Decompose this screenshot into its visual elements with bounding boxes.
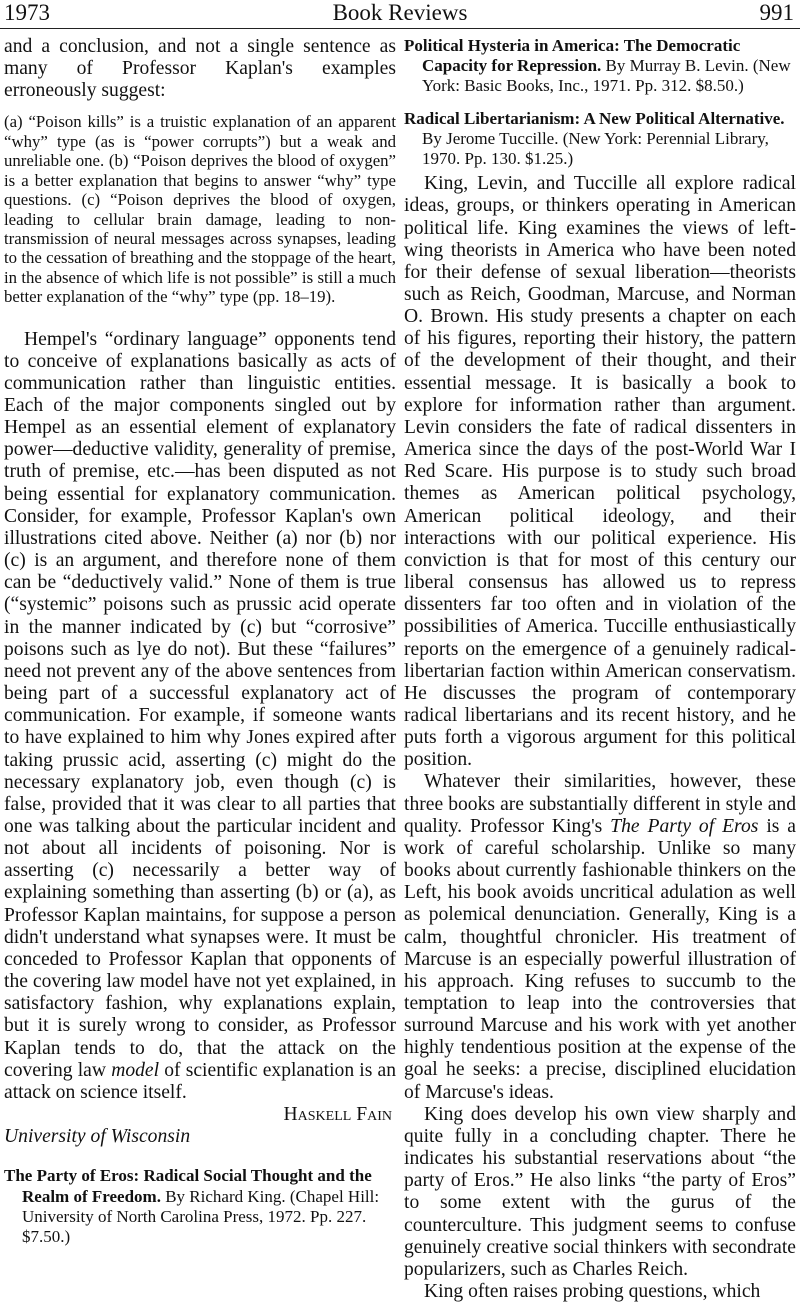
book-citation-levin	[404, 36, 796, 97]
review-paragraph-4: King often raises probing questions, which	[424, 1281, 761, 1303]
book-citation-tuccille	[404, 109, 796, 170]
main-paragraph-end: of scientific explanation is an attack on science itself.	[4, 1059, 396, 1103]
citation-tuccille-title: Radical Libertarianism: A New Political Alternative.	[404, 108, 785, 128]
review-paragraph-1: King, Levin, and Tuccille all explore radical ideas, groups, or thinkers operating in American political life. King examines the views of left-wing theorists in America who have been noted for their defense of sexual liberation—theorists such as Reich, Goodman, Marcuse, and Norman O. Brown. His study presents a chapter on each of his figures, reporting their history, the pattern of the development of their thought, and their essential message. It is basically a book to explore for information rather than argument. Levin considers the fate of radical dissenters in America since the days of the post-World War I Red Scare. His purpose is to study such broad themes as American political psychology, American political ideology, and their interactions with our political experience. His conviction is that for most of this century our liberal consensus has allowed us to repress dissenters far too often and in violation of the possibilities of America. Tuccille enthusiastically reports on the emergence of a genuinely radical-libertarian faction within American conservatism. He discusses the program of contemporary radical libertarians and its recent history, and he puts forth a vigorous argument for this political position.	[404, 173, 796, 771]
reviewer-affiliation: University of Wisconsin	[4, 1126, 191, 1148]
reviewer-signature: Haskell Fain	[283, 1104, 392, 1125]
block-quote: (a) “Poison kills” is a truistic explanation of an apparent “why” type (as is “power corrupts”) but a weak and unreliable one. (b) “Poison deprives the blood of oxygen” is a better explanation that begins to answer “why” type questions. (c) “Poison deprives the blood of oxygen, leading to cellular brain damage, leading to non-transmission of neural messages across synapses, leading to the cessation of breathing and the stoppage of the heart, in the absence of which life is not possible” is still a much better explanation of the “why” type (pp. 18–19).	[4, 112, 396, 307]
citation-tuccille-details: By Jerome Tuccille. (New York: Perennial Library, 1970. Pp. 130. $1.25.)	[422, 128, 769, 169]
header-year: 1973	[4, 0, 50, 25]
header-page-number: 991	[759, 0, 794, 25]
paragraph-2-end: is a work of careful scholarship. Unlike so many books about currently fashionable thinkers on the Left, his book avoids uncritical adulation as well as polemical denunciation. Generally, King is a calm, thoughtful chronicler. His treatment of Marcuse is an especially powerful illustration of his approach. King refuses to succumb to the temptation to leap into the controversies that surround Marcuse and his work with yet another highly tendentious position at the expense of the goal he seeks: a precise, disciplined elucidation of Marcuse's ideas.	[404, 815, 796, 1103]
header-section-title: Book Reviews	[332, 0, 468, 25]
left-column	[4, 36, 396, 1247]
book-citation-king	[4, 1166, 396, 1247]
paragraph-2-book-title: The Party of Eros	[610, 815, 759, 837]
running-header	[0, 0, 800, 28]
citation-king-title: The Party of Eros: Radical Social Thought and the Realm of Freedom.	[4, 1166, 372, 1206]
review-paragraph-3: King does develop his own view sharply and quite fully in a concluding chapter. There he indicates his substantial reservations about “the party of Eros.” He also links “the party of Eros” to some extent with the gurus of the counterculture. This judgment seems to confuse genuinely creative social thinkers with secondrate popularizers, such as Charles Reich.	[404, 1103, 796, 1280]
review-paragraph-2	[404, 771, 796, 1103]
main-paragraph	[4, 329, 396, 1104]
intro-paragraph: and a conclusion, and not a single sentence as many of Professor Kaplan's examples erroneously suggest:	[4, 36, 396, 102]
header-rule	[0, 28, 800, 29]
main-paragraph-italic: model	[111, 1059, 160, 1081]
main-paragraph-start: Hempel's “ordinary language” opponents tend to conceive of explanations basically as acts of communication rather than linguistic entities. Each of the major components singled out by Hempel as an essential element of explanatory power—deductive validity, generality of premise, truth of premise, etc.—has been disputed as not being essential for explanatory communication. Consider, for example, Professor Kaplan's own illustrations cited above. Neither (a) nor (b) nor (c) is an argument, and therefore none of them can be “deductively valid.” None of them is true (“systemic” poisons such as prussic acid operate in the manner indicated by (c) but “corrosive” poisons such as lye do not). But these “failures” need not prevent any of the above sentences from being part of a successful explanatory act of communication. For example, if someone wants to have explained to him why Jones expired after taking prussic acid, asserting (c) might do the necessary explanatory job, even though (c) is false, provided that it was clear to all parties that one was talking about the particular incident and not about all incidents of poisoning. Nor is asserting (c) necessarily a better way of explaining something than asserting (b) or (a), as Professor Kaplan maintains, for suppose a person didn't understand what synapses were. It must be conceded to Professor Kaplan that opponents of the covering law model have not yet explained, in satisfactory fashion, why explanations explain, but it is surely wrong to consider, as Professor Kaplan tends to do, that the attack on the covering law	[4, 328, 396, 1081]
right-column	[404, 36, 796, 1303]
citation-king-details: By Richard King. (Chapel Hill: University of North Carolina Press, 1972. Pp. 227. $7.50.)	[22, 1186, 380, 1246]
citation-levin-details: By Murray B. Levin. (New York: Basic Books, Inc., 1971. Pp. 312. $8.50.)	[422, 56, 791, 96]
citation-levin-title: Political Hysteria in America: The Democratic Capacity for Repression.	[404, 36, 741, 76]
paragraph-2-start: Whatever their similarities, however, these three books are substantially different in style and quality. Professor King's	[404, 771, 796, 837]
